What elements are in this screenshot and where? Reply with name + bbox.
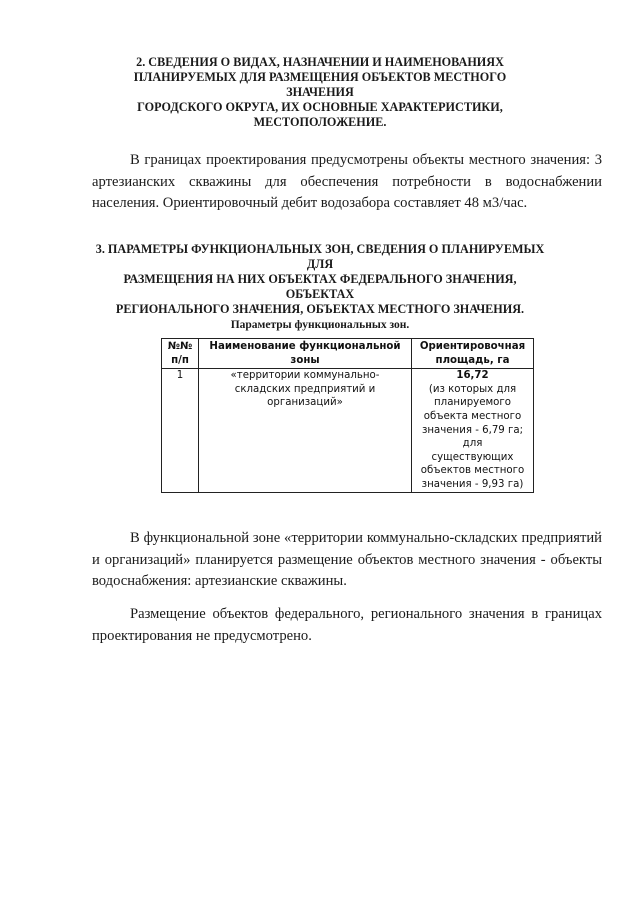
table-header-row [162,339,534,369]
section-3-paragraph-1: В функциональной зоне «территории коммунально-складских предприятий и организаций» планируется размещение объектов местного значения - объекты водоснабжения: артезианские скважины. [92,530,602,589]
section-3-heading: 3. ПАРАМЕТРЫ ФУНКЦИОНАЛЬНЫХ ЗОН, СВЕДЕНИЯ О ПЛАНИРУЕМЫХ ДЛЯ РАЗМЕЩЕНИЯ НА НИХ ОБЪЕКТАХ ФЕДЕРАЛЬНОГО ЗНАЧЕНИЯ, ОБЪЕКТАХ РЕГИОНАЛЬНОГО ЗНАЧЕНИЯ, ОБЪЕКТАХ МЕСТНОГО ЗНАЧЕНИЯ. [95,242,545,316]
section-3-paragraph-2: Размещение объектов федерального, регионального значения в границах проектирования не предусмотрено. [92,606,602,644]
cell-number: 1 [162,369,199,492]
header-number: №№ п/п [162,339,199,369]
cell-zone-name: «территории коммунально- складских предприятий и организаций» [199,369,412,492]
table-row [162,369,534,492]
cell-area [412,369,534,492]
area-note: (из которых для планируемого объекта местного значения - 6,79 га; для существующих объектов местного значения - 9,93 га) [420,383,525,490]
section-2-heading: 2. СВЕДЕНИЯ О ВИДАХ, НАЗНАЧЕНИИ И НАИМЕНОВАНИЯХ ПЛАНИРУЕМЫХ ДЛЯ РАЗМЕЩЕНИЯ ОБЪЕКТОВ МЕСТНОГО ЗНАЧЕНИЯ ГОРОДСКОГО ОКРУГА, ИХ ОСНОВНЫЕ ХАРАКТЕРИСТИКИ, МЕСТОПОЛОЖЕНИЕ. [133,55,507,129]
header-zone-name: Наименование функциональной зоны [199,339,412,369]
header-area: Ориентировочная площадь, га [412,339,534,369]
section-2-paragraph: В границах проектирования предусмотрены объекты местного значения: 3 артезианских скважины для обеспечения потребности в водоснабжении населения. Ориентировочный дебит водозабора составляет 48 м3/час. [92,152,602,211]
area-value: 16,72 [456,370,489,382]
functional-zones-table [161,338,534,493]
table-title: Параметры функциональных зон. [230,319,410,331]
